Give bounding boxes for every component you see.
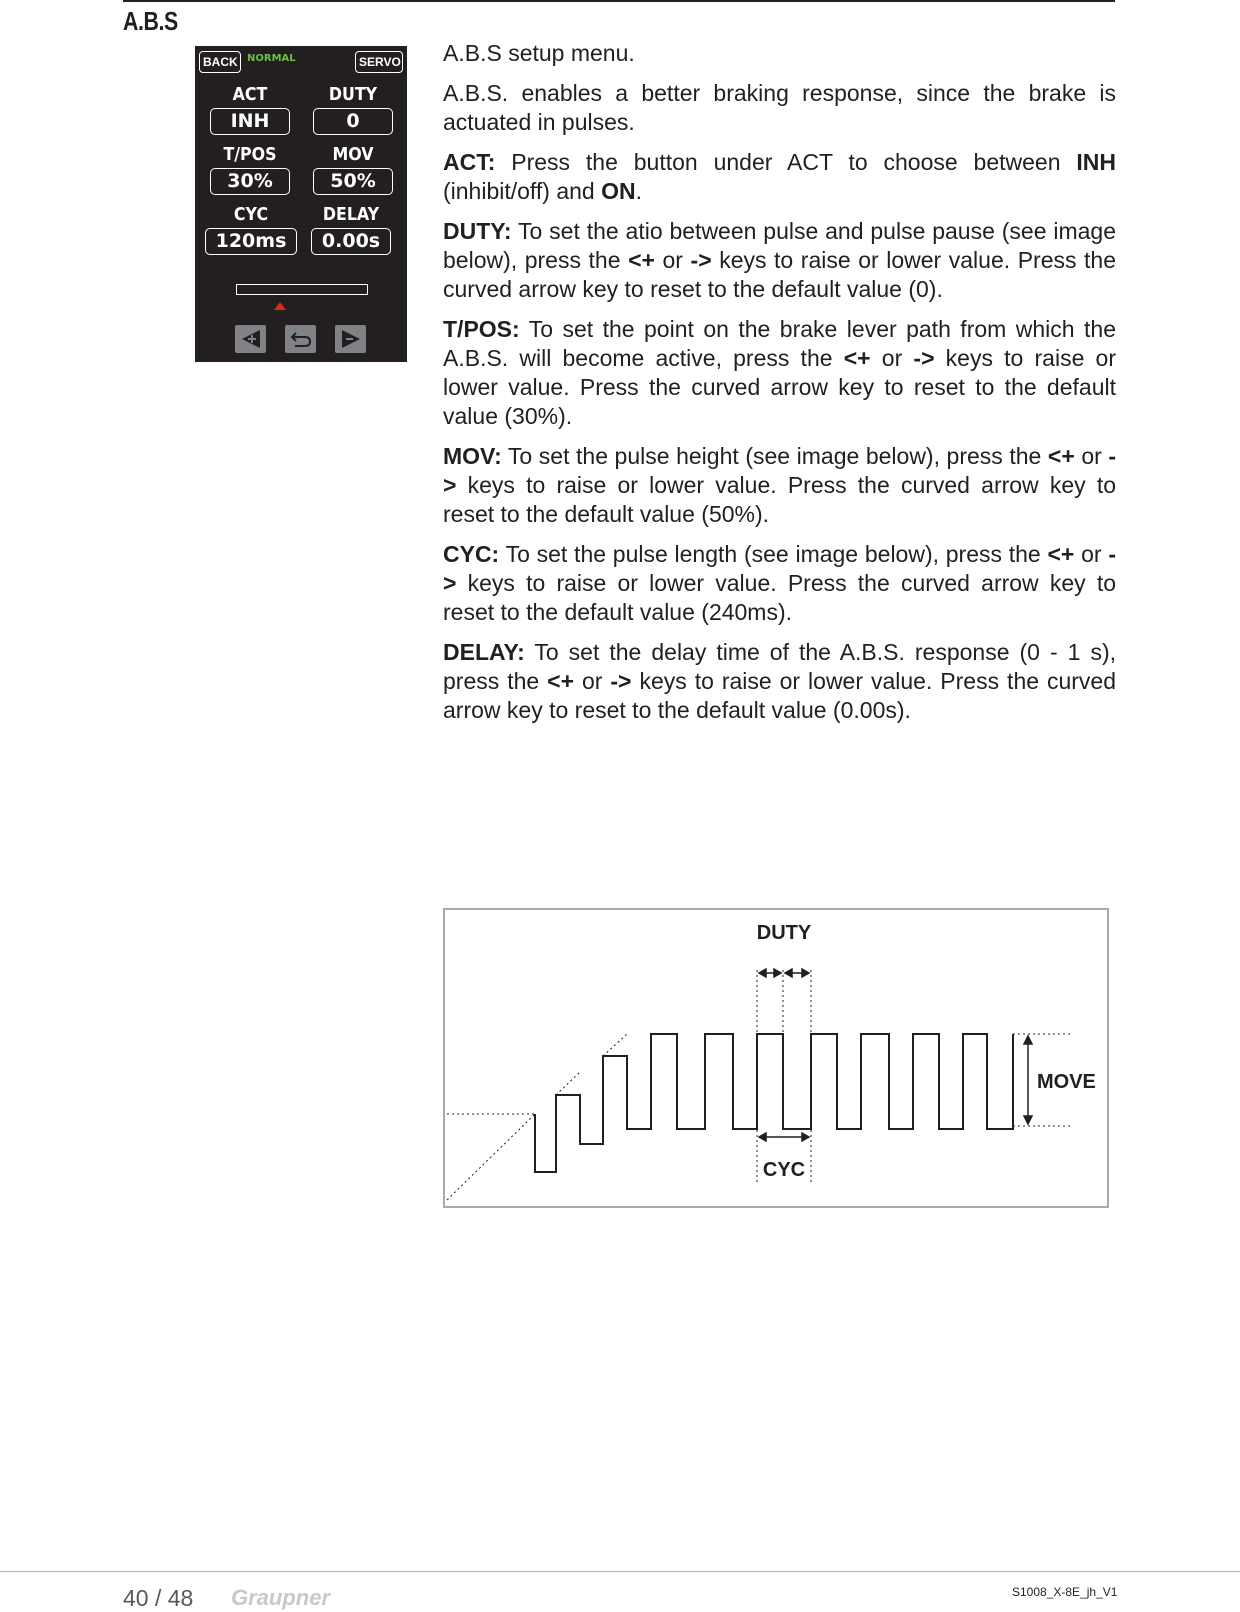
duty-key: DUTY: bbox=[443, 218, 512, 244]
mov-minus-key: -> bbox=[443, 443, 1117, 498]
desc-text: A.B.S. enables a better braking response, since the brake is actuated in pulses. bbox=[443, 80, 1116, 135]
reset-key[interactable] bbox=[285, 325, 316, 353]
section-title: A.B.S bbox=[123, 6, 178, 36]
delay-text-1: To set the delay time of the A.B.S. response (0 - 1 s), press the bbox=[443, 639, 1116, 694]
page-number: 40 / 48 bbox=[123, 1585, 194, 1611]
mov-paragraph bbox=[443, 442, 1116, 529]
mov-or: or bbox=[1074, 443, 1109, 469]
param-mov-value[interactable]: 50% bbox=[313, 168, 393, 195]
duty-plus-key: <+ bbox=[628, 247, 655, 273]
duty-text-2: keys to raise or lower value. Press the curved arrow key to reset to the default value (0). bbox=[443, 247, 1117, 302]
duty-text-1: To set the atio between pulse and pulse pause (see image below), press the bbox=[443, 218, 1116, 273]
act-text-3: . bbox=[635, 178, 643, 204]
tpos-minus-key: -> bbox=[913, 345, 935, 371]
delay-minus-key: -> bbox=[610, 668, 632, 694]
cyc-plus-key: <+ bbox=[1047, 541, 1075, 567]
cyc-or: or bbox=[1074, 541, 1109, 567]
cyc-key: CYC: bbox=[443, 541, 500, 567]
duty-paragraph bbox=[443, 217, 1116, 304]
increase-key[interactable] bbox=[235, 325, 266, 353]
param-duty-value[interactable]: 0 bbox=[313, 108, 393, 135]
reset-arrow-icon bbox=[289, 329, 313, 349]
mov-key: MOV: bbox=[443, 443, 502, 469]
cyc-paragraph bbox=[443, 540, 1116, 627]
act-text-2: (inhibit/off) and bbox=[443, 178, 602, 204]
act-key: ACT: bbox=[443, 149, 496, 175]
duty-or: or bbox=[654, 247, 691, 273]
param-cyc-label: CYC bbox=[233, 204, 269, 225]
param-tpos bbox=[210, 144, 290, 195]
tpos-text-2: keys to raise or lower value. Press the curved arrow key to reset to the default value (30%). bbox=[443, 345, 1116, 429]
cyc-text-1: To set the pulse length (see image below), press the bbox=[499, 541, 1048, 567]
act-text-1: Press the button under ACT to choose between bbox=[495, 149, 1077, 175]
mode-label: NORMAL bbox=[247, 53, 296, 64]
param-mov-label: MOV bbox=[332, 144, 374, 165]
mov-text-1: To set the pulse height (see image below), press the bbox=[501, 443, 1048, 469]
delay-text-2: keys to raise or lower value. Press the curved arrow key to reset to the default value (0.00s). bbox=[443, 668, 1117, 723]
delay-or: or bbox=[574, 668, 611, 694]
duty-label: DUTY bbox=[756, 922, 812, 944]
footer-rule bbox=[0, 1571, 1240, 1572]
delay-plus-key: <+ bbox=[547, 668, 575, 694]
intro-text: A.B.S setup menu. bbox=[443, 40, 635, 66]
cyc-label: CYC bbox=[762, 1159, 806, 1181]
param-act bbox=[210, 84, 290, 135]
param-tpos-label: T/POS bbox=[223, 144, 277, 165]
param-duty-label: DUTY bbox=[328, 84, 378, 105]
brand-logo: Graupner bbox=[231, 1585, 331, 1610]
param-duty bbox=[313, 84, 393, 135]
tpos-or: or bbox=[870, 345, 914, 371]
back-button[interactable]: BACK bbox=[199, 51, 241, 73]
right-minus-icon bbox=[340, 329, 362, 349]
cyc-text-2: keys to raise or lower value. Press the curved arrow key to reset to the default value (240ms). bbox=[443, 570, 1116, 625]
mov-text-2: keys to raise or lower value. Press the curved arrow key to reset to the default value (50%). bbox=[443, 472, 1116, 527]
decrease-key[interactable] bbox=[335, 325, 366, 353]
param-cyc bbox=[205, 204, 297, 255]
top-rule bbox=[123, 0, 1115, 2]
act-paragraph bbox=[443, 148, 1116, 206]
param-act-value[interactable]: INH bbox=[210, 108, 290, 135]
param-delay-label: DELAY bbox=[322, 204, 380, 225]
move-label: MOVE bbox=[1037, 1071, 1096, 1093]
param-cyc-value[interactable]: 120ms bbox=[205, 228, 297, 255]
servo-button[interactable]: SERVO bbox=[355, 51, 403, 73]
tpos-plus-key: <+ bbox=[843, 345, 871, 371]
tpos-key: T/POS: bbox=[443, 316, 520, 342]
left-plus-icon bbox=[240, 329, 262, 349]
delay-key: DELAY: bbox=[443, 639, 525, 665]
param-mov bbox=[313, 144, 393, 195]
tpos-text-1: To set the point on the brake lever path from which the A.B.S. will become active, press the bbox=[443, 316, 1116, 371]
duty-minus-key: -> bbox=[690, 247, 712, 273]
param-delay bbox=[311, 204, 391, 255]
trigger-position-track bbox=[236, 284, 368, 295]
param-act-label: ACT bbox=[232, 84, 268, 105]
trigger-position-pointer bbox=[274, 302, 286, 310]
mov-plus-key: <+ bbox=[1047, 443, 1075, 469]
description-column bbox=[443, 39, 1116, 736]
param-tpos-value[interactable]: 30% bbox=[210, 168, 290, 195]
tpos-paragraph bbox=[443, 315, 1116, 431]
cyc-minus-key: -> bbox=[443, 541, 1116, 596]
act-on: ON bbox=[601, 178, 636, 204]
document-id: S1008_X-8E_jh_V1 bbox=[1012, 1585, 1118, 1599]
abs-setup-screen bbox=[195, 46, 407, 362]
act-inh: INH bbox=[1076, 149, 1116, 175]
delay-paragraph bbox=[443, 638, 1116, 725]
abs-pulse-diagram bbox=[443, 908, 1109, 1208]
param-delay-value[interactable]: 0.00s bbox=[311, 228, 391, 255]
